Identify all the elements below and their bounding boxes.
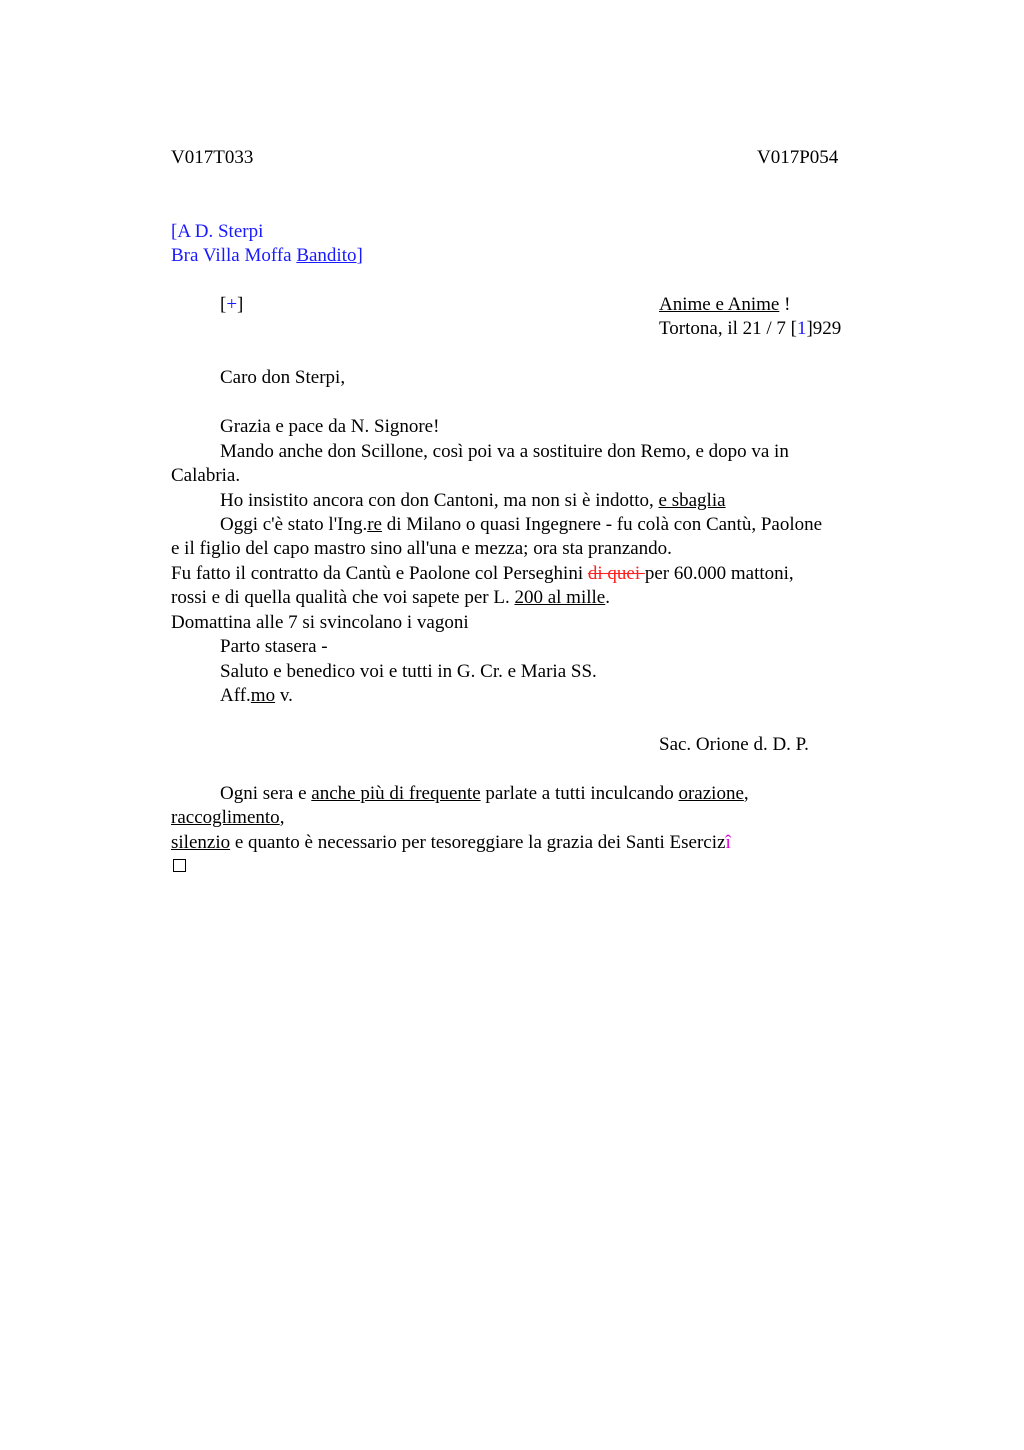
ps-text-c: e quanto è necessario per tesoreggiare la grazia dei Santi Eserciz	[230, 832, 726, 853]
motto-text: Anime e Anime	[659, 294, 780, 315]
address-line	[171, 244, 363, 268]
ps-comma-1: ,	[743, 783, 749, 804]
paragraph-4-period: .	[605, 587, 610, 608]
paragraph-3-line-1	[220, 513, 822, 537]
paragraph-4-line-1	[171, 562, 794, 586]
paragraph-3-superscript: re	[367, 514, 382, 535]
paragraph-4-text-c: rossi e di quella qualità che voi sapete per L.	[171, 587, 515, 608]
paragraph-1-line-1: Mando anche don Scillone, così poi va a sostituire don Remo, e dopo va in	[220, 441, 789, 462]
postscript-line-1	[220, 782, 749, 806]
deleted-text: di quei	[587, 563, 645, 584]
paragraph-6: Parto stasera -	[220, 636, 328, 657]
ps-comma-2: ,	[279, 807, 285, 828]
postscript-line-2	[171, 806, 284, 830]
paragraph-1-line-2: Calabria.	[171, 465, 241, 486]
checkbox-icon	[173, 859, 186, 872]
cross-symbol: +	[226, 294, 238, 315]
paragraph-5: Domattina alle 7 si svincolano i vagoni	[171, 612, 469, 633]
archive-code-left: V017T033	[171, 147, 254, 168]
ps-underlined-2: orazione	[678, 783, 744, 804]
paragraph-4-text-a: Fu fatto il contratto da Cantù e Paolone col Perseghini	[171, 563, 588, 584]
salutation: Caro don Sterpi,	[220, 367, 346, 388]
paragraph-2-underlined: e sbaglia	[658, 490, 726, 511]
bracket-close: ]	[356, 245, 363, 266]
cross-mark	[220, 293, 243, 317]
recipient-name: A D. Sterpi	[177, 221, 264, 242]
ps-text-b: parlate a tutti inculcando	[480, 783, 679, 804]
paragraph-3-text-a: Oggi c'è stato l'Ing.	[220, 514, 368, 535]
ps-underlined-3: raccoglimento	[171, 807, 280, 828]
date-suffix: ]929	[806, 318, 842, 339]
ps-text-a: Ogni sera e	[220, 783, 312, 804]
paragraph-4-line-2	[171, 586, 610, 610]
address-place: Bra Villa Moffa	[171, 245, 297, 266]
postscript-line-3	[171, 831, 731, 855]
address-note: Bandito	[296, 245, 357, 266]
closing	[220, 684, 293, 708]
paragraph-2-text: Ho insistito ancora con don Cantoni, ma non si è indotto,	[220, 490, 659, 511]
paragraph-3-line-2: e il figlio del capo mastro sino all'una e mezza; ora sta pranzando.	[171, 538, 672, 559]
closing-text-b: v.	[275, 685, 293, 706]
motto-mark: !	[779, 294, 791, 315]
ps-underlined-1: anche più di frequente	[311, 783, 481, 804]
ps-end-mark: î	[725, 832, 731, 853]
closing-text-a: Aff.	[220, 685, 251, 706]
closing-superscript: mo	[250, 685, 276, 706]
paragraph-3-text-b: di Milano o quasi Ingegnere - fu colà con Cantù, Paolone	[381, 514, 823, 535]
cross-open: [	[220, 294, 227, 315]
dateline	[659, 317, 841, 341]
archive-code-right: V017P054	[757, 147, 839, 168]
paragraph-2	[220, 489, 726, 513]
paragraph-7: Saluto e benedico voi e tutti in G. Cr. e Maria SS.	[220, 661, 597, 682]
bracket-open: [	[171, 221, 178, 242]
greeting: Grazia e pace da N. Signore!	[220, 416, 440, 437]
date-prefix: Tortona, il 21 / 7 [	[659, 318, 797, 339]
ps-underlined-4: silenzio	[171, 832, 231, 853]
price-underlined: 200 al mille	[514, 587, 606, 608]
recipient-line	[171, 220, 263, 244]
signature: Sac. Orione d. D. P.	[659, 734, 809, 755]
date-insert: 1	[796, 318, 807, 339]
cross-close: ]	[237, 294, 244, 315]
paragraph-4-text-b: per 60.000 mattoni,	[644, 563, 794, 584]
motto-line	[659, 293, 790, 317]
